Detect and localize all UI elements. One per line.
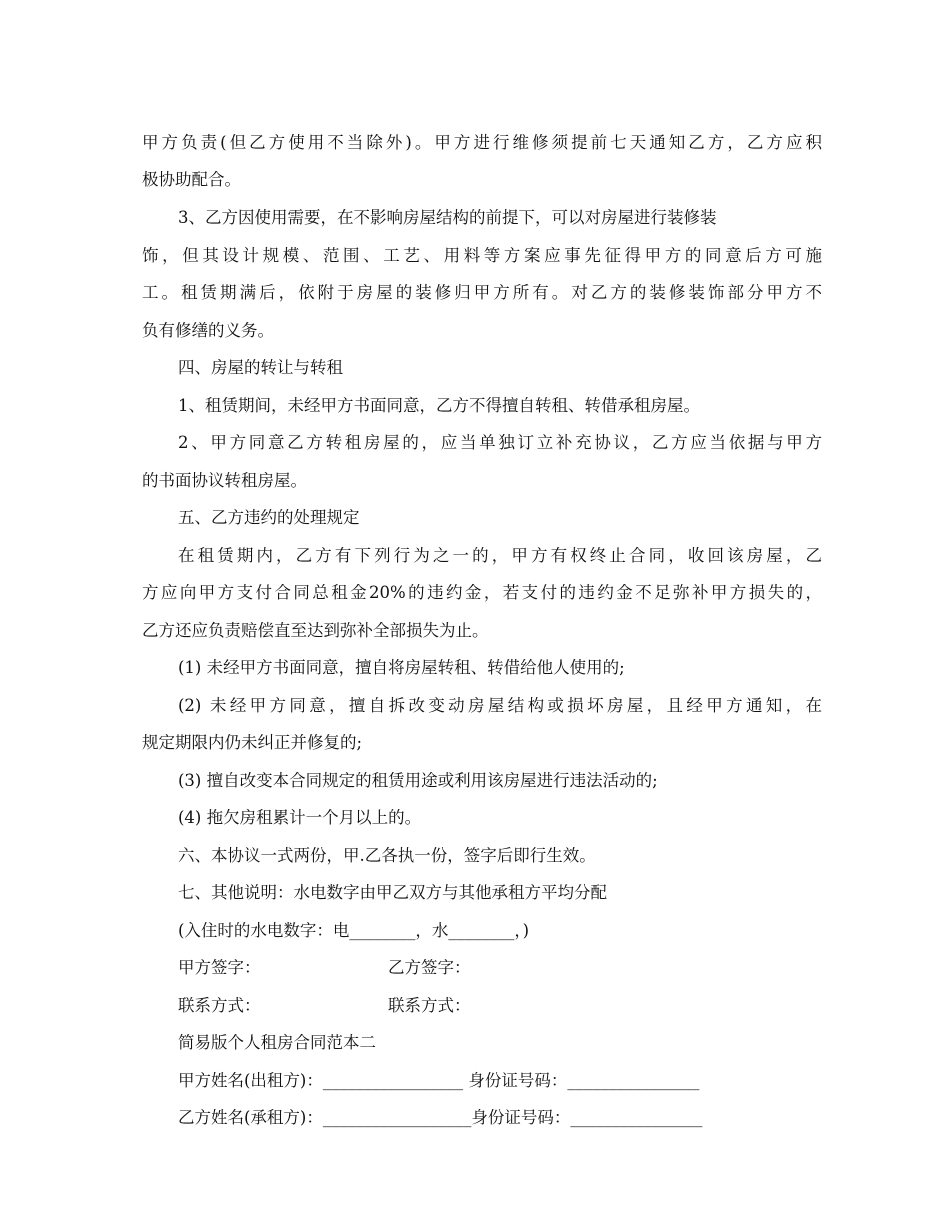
utility-readings-line: (入住时的水电数字：电________，水________，)	[178, 921, 530, 940]
contact-row	[178, 996, 858, 1016]
paragraph-line: 规定期限内仍未纠正并修复的;	[142, 733, 363, 752]
section-heading-7: 七、其他说明：水电数字由甲乙双方与其他承租方平均分配	[178, 883, 607, 902]
signature-row	[178, 958, 858, 978]
paragraph-line: 工。租赁期满后，依附于房屋的装修归甲方所有。对乙方的装修装饰部分甲方不	[142, 283, 822, 302]
template-two-title: 简易版个人租房合同范本二	[178, 1033, 376, 1052]
paragraph-line: 的书面协议转租房屋。	[142, 471, 307, 490]
paragraph-line: 负有修缮的义务。	[142, 321, 274, 340]
party-b-signature-label: 乙方签字：	[388, 958, 471, 977]
section-heading-5: 五、乙方违约的处理规定	[178, 508, 360, 527]
item-1-line: (1) 未经甲方书面同意，擅自将房屋转租、转借给他人使用的;	[178, 658, 625, 677]
clause-2-line: 2、甲方同意乙方转租房屋的，应当单独订立补充协议，乙方应当依据与甲方	[178, 433, 822, 452]
section-heading-6: 六、本协议一式两份，甲.乙各执一份，签字后即行生效。	[178, 846, 596, 865]
clause-1-line: 1、租赁期间，未经甲方书面同意，乙方不得擅自转租、转借承租房屋。	[178, 396, 700, 415]
party-a-contact-label: 联系方式：	[178, 996, 261, 1015]
clause-3-line: 3、乙方因使用需要，在不影响房屋结构的前提下，可以对房屋进行装修装	[178, 208, 717, 227]
tenant-name-line: 乙方姓名(承租方)：__________________身份证号码：________________	[178, 1108, 703, 1127]
party-b-contact-label: 联系方式：	[388, 996, 471, 1015]
paragraph-line: 乙方还应负责赔偿直至达到弥补全部损失为止。	[142, 621, 489, 640]
paragraph-line: 甲方负责(但乙方使用不当除外)。甲方进行维修须提前七天通知乙方，乙方应积	[142, 133, 822, 152]
item-4-line: (4) 拖欠房租累计一个月以上的。	[178, 808, 422, 827]
paragraph-line: 饰，但其设计规模、范围、工艺、用料等方案应事先征得甲方的同意后方可施	[142, 246, 822, 265]
paragraph-line: 在租赁期内，乙方有下列行为之一的，甲方有权终止合同，收回该房屋，乙	[178, 546, 822, 565]
party-a-signature-label: 甲方签字：	[178, 958, 261, 977]
paragraph-line: 极协助配合。	[142, 170, 241, 189]
section-heading-4: 四、房屋的转让与转租	[178, 358, 343, 377]
item-3-line: (3) 擅自改变本合同规定的租赁用途或利用该房屋进行违法活动的;	[178, 771, 658, 790]
landlord-name-line: 甲方姓名(出租方)：_________________ 身份证号码：________________	[178, 1071, 700, 1090]
paragraph-line: 方应向甲方支付合同总租金20%的违约金，若支付的违约金不足弥补甲方损失的，	[142, 583, 822, 602]
item-2-line: (2) 未经甲方同意，擅自拆改变动房屋结构或损坏房屋，且经甲方通知，在	[178, 696, 822, 715]
